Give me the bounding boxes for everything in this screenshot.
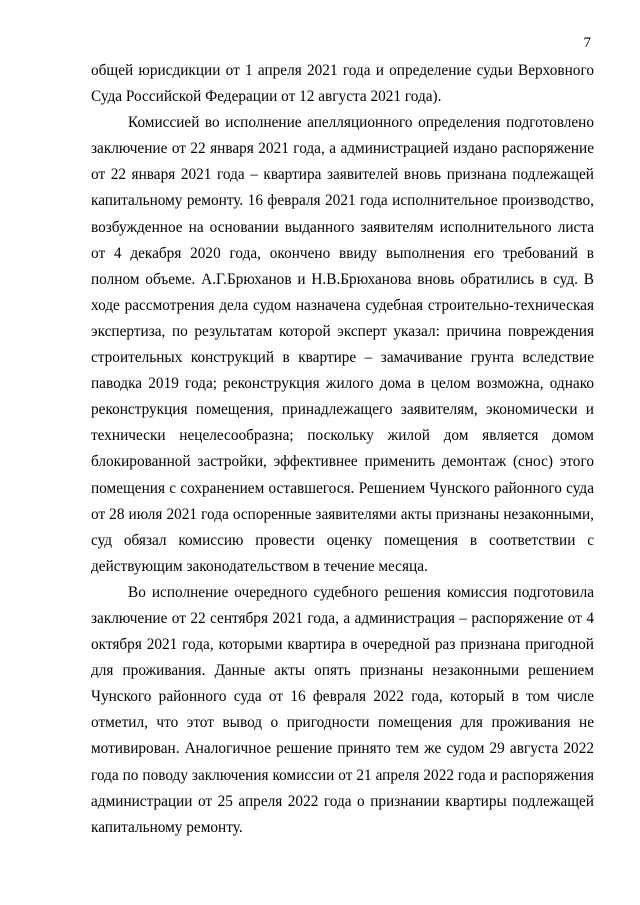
document-body bbox=[91, 58, 594, 841]
paragraph-repeated-decision: Во исполнение очередного судебного решения комиссия подготовила заключение от 22 сентября 2021 года, а администрация – распоряжение от 4 октября 2021 года, которыми квартира в очередной раз признана пригодной для проживания. Данные акты опять признаны незаконными решением Чунского районного суда от 16 февраля 2022 года, который в том числе отметил, что этот вывод о пригодности помещения для проживания не мотивирован. Аналогичное решение принято тем же судом 29 августа 2022 года по поводу заключения комиссии от 21 апреля 2022 года и распоряжения администрации от 25 апреля 2022 года о признании квартиры подлежащей капитальному ремонту. bbox=[91, 583, 594, 836]
page-number: 7 bbox=[583, 35, 591, 51]
paragraph-commission-conclusion: Комиссией во исполнение апелляционного определения подготовлено заключение от 22 января 2021 года, а администрацией издано распоряжение от 22 января 2021 года – квартира заявителей вновь признана подлежащей капитальному ремонту. 16 февраля 2021 года исполнительное производство, возбужденное на основании выданного заявителям исполнительного листа от 4 декабря 2020 года, окончено ввиду выполнения его требований в полном объеме. А.Г.Брюханов и Н.В.Брюханова вновь обратились в суд. В ходе рассмотрения дела судом назначена судебная строительно-техническая экспертиза, по результатам которой эксперт указал: причина повреждения строительных конструкций в квартире – замачивание грунта вследствие паводка 2019 года; реконструкция жилого дома в целом возможна, однако реконструкция помещения, принадлежащего заявителям, экономически и технически нецелесообразна; поскольку жилой дом является домом блокированной застройки, эффективнее применить демонтаж (снос) этого помещения с сохранением оставшегося. Решением Чунского районного суда от 28 июля 2021 года оспоренные заявителями акты признаны незаконными, суд обязал комиссию провести оценку помещения в соответствии с действующим законодательством в течение месяца. bbox=[91, 114, 594, 575]
paragraph-continuation: общей юрисдикции от 1 апреля 2021 года и определение судьи Верховного Суда Российской Федерации от 12 августа 2021 года). bbox=[91, 62, 594, 106]
